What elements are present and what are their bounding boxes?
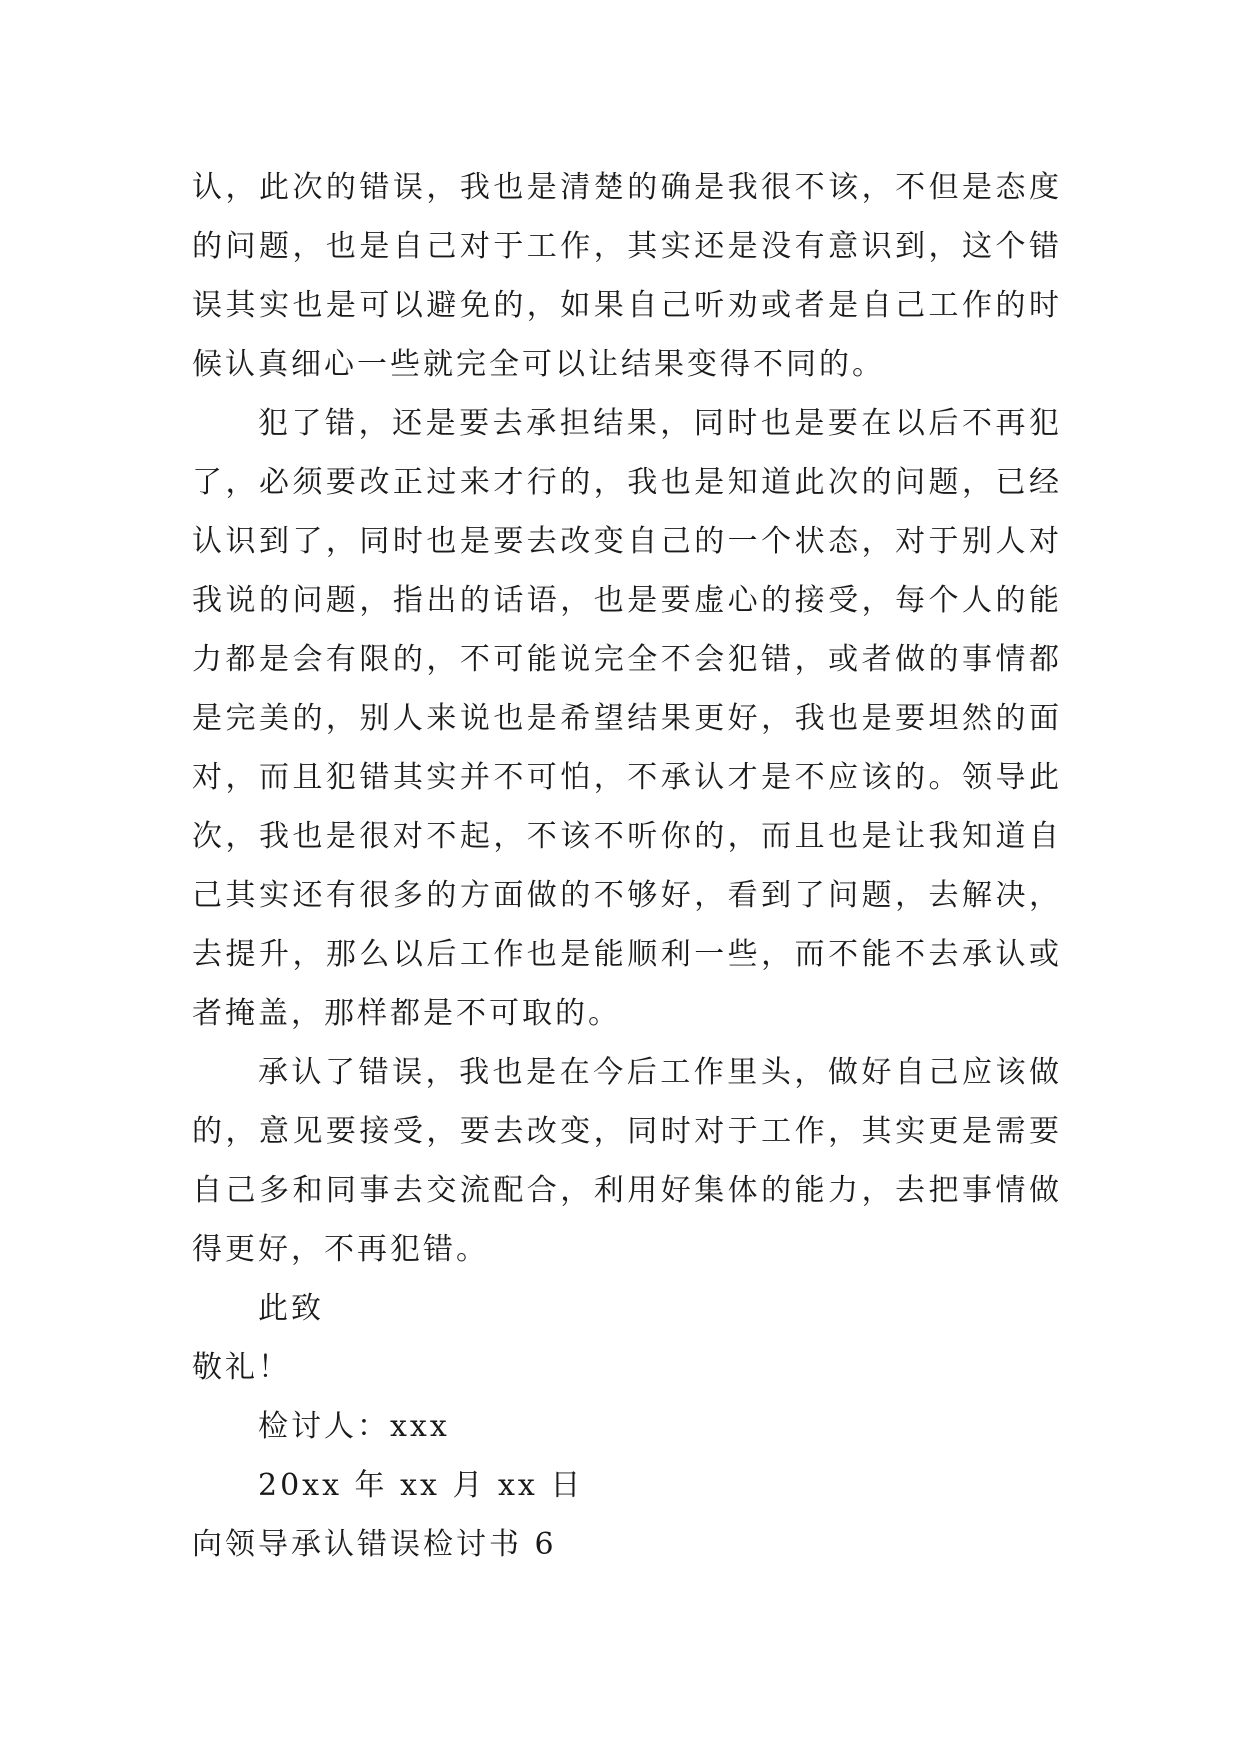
body-paragraph-1: 认，此次的错误，我也是清楚的确是我很不该，不但是态度的问题，也是自己对于工作，其实还是没有意识到，这个错误其实也是可以避免的，如果自己听劝或者是自己工作的时候认真细心一些就完全可以让结果变得不同的。 <box>192 170 1062 382</box>
closing-regards: 敬礼！ <box>192 1350 291 1385</box>
date-line: 20xx 年 xx 月 xx 日 <box>258 1468 584 1503</box>
body-paragraph-3: 承认了错误，我也是在今后工作里头，做好自己应该做的，意见要接受，要去改变，同时对于工作，其实更是需要自己多和同事去交流配合，利用好集体的能力，去把事情做得更好，不再犯错。 <box>192 1055 1062 1267</box>
signature-line: 检讨人：xxx <box>258 1409 450 1444</box>
next-section-title: 向领导承认错误检讨书 6 <box>192 1527 557 1562</box>
document-body <box>192 158 1062 1574</box>
body-paragraph-2: 犯了错，还是要去承担结果，同时也是要在以后不再犯了，必须要改正过来才行的，我也是知道此次的问题，已经认识到了，同时也是要去改变自己的一个状态，对于别人对我说的问题，指出的话语，也是要虚心的接受，每个人的能力都是会有限的，不可能说完全不会犯错，或者做的事情都是完美的，别人来说也是希望结果更好，我也是要坦然的面对，而且犯错其实并不可怕，不承认才是不应该的。领导此次，我也是很对不起，不该不听你的，而且也是让我知道自己其实还有很多的方面做的不够好，看到了问题，去解决，去提升，那么以后工作也是能顺利一些，而不能不去承认或者掩盖，那样都是不可取的。 <box>192 406 1062 1031</box>
closing-salutation: 此致 <box>258 1291 324 1326</box>
